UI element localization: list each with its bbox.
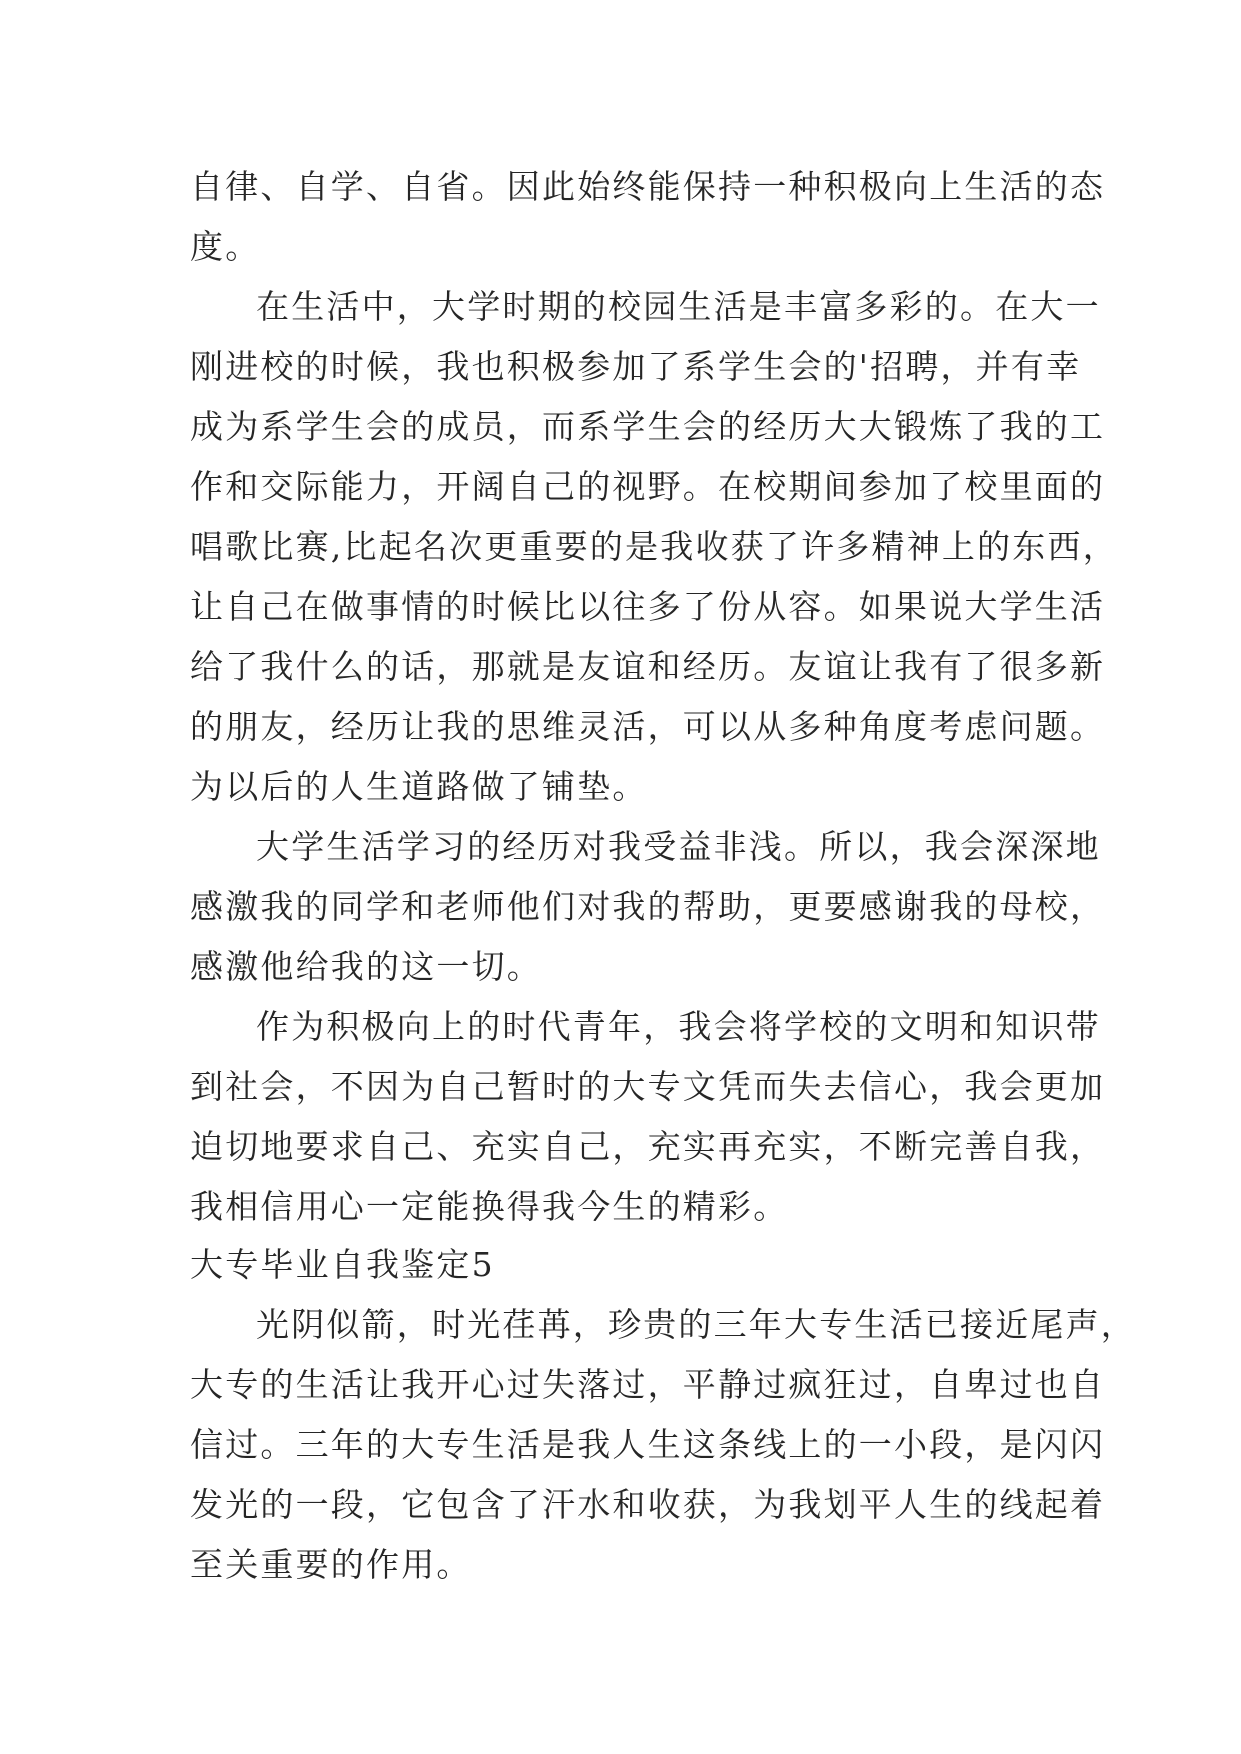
text-line: 大专的生活让我开心过失落过，平静过疯狂过，自卑过也自 [190, 1365, 1106, 1404]
text-line: 度。 [190, 227, 261, 266]
text-line: 的朋友，经历让我的思维灵活，可以从多种角度考虑问题。 [190, 707, 1106, 746]
text-line: 在生活中，大学时期的校园生活是丰富多彩的。在大一 [256, 287, 1101, 326]
text-line: 感激他给我的这一切。 [190, 947, 542, 986]
section-heading: 大专毕业自我鉴定5 [190, 1245, 495, 1284]
text-line: 感激我的同学和老师他们对我的帮助，更要感谢我的母校， [190, 887, 1106, 926]
text-line: 光阴似箭，时光荏苒，珍贵的三年大专生活已接近尾声， [256, 1305, 1136, 1344]
text-line: 大学生活学习的经历对我受益非浅。所以，我会深深地 [256, 827, 1101, 866]
text-line: 作和交际能力，开阔自己的视野。在校期间参加了校里面的 [190, 467, 1106, 506]
text-line: 作为积极向上的时代青年，我会将学校的文明和知识带 [256, 1007, 1101, 1046]
text-line: 刚进校的时候，我也积极参加了系学生会的'招聘，并有幸 [190, 347, 1082, 386]
text-line: 唱歌比赛,比起名次更重要的是我收获了许多精神上的东西， [190, 527, 1118, 566]
text-line: 成为系学生会的成员，而系学生会的经历大大锻炼了我的工 [190, 407, 1106, 446]
text-line: 到社会，不因为自己暂时的大专文凭而失去信心，我会更加 [190, 1067, 1106, 1106]
text-line: 为以后的人生道路做了铺垫。 [190, 767, 648, 806]
text-line: 让自己在做事情的时候比以往多了份从容。如果说大学生活 [190, 587, 1106, 626]
text-line: 至关重要的作用。 [190, 1545, 472, 1584]
text-line: 信过。三年的大专生活是我人生这条线上的一小段，是闪闪 [190, 1425, 1106, 1464]
text-line: 发光的一段，它包含了汗水和收获，为我划平人生的线起着 [190, 1485, 1106, 1524]
text-line: 我相信用心一定能换得我今生的精彩。 [190, 1187, 789, 1226]
text-line: 自律、自学、自省。因此始终能保持一种积极向上生活的态 [190, 167, 1106, 206]
text-line: 给了我什么的话，那就是友谊和经历。友谊让我有了很多新 [190, 647, 1106, 686]
text-line: 迫切地要求自己、充实自己，充实再充实，不断完善自我， [190, 1127, 1106, 1166]
